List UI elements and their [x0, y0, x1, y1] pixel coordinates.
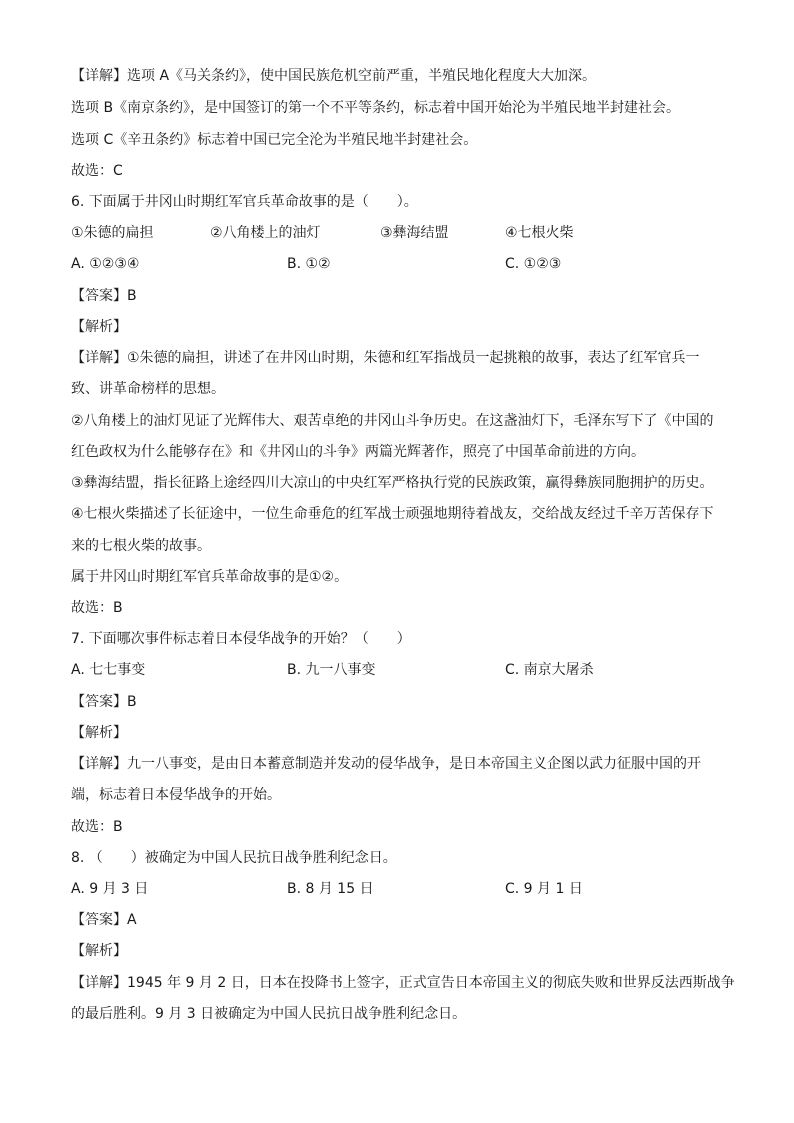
q6-option-a: A. ①②③④ — [71, 256, 140, 272]
q6-detail-4b: 来的七根火柴的故事。 — [71, 538, 211, 554]
q7-detail-b: 端，标志着日本侵华战争的开始。 — [71, 787, 281, 803]
q7-option-a: A. 七七事变 — [71, 662, 146, 678]
q5-detail-b: 选项 B《南京条约》，是中国签订的第一个不平等条约，标志着中国开始沦为半殖民地半封建社会。 — [71, 100, 681, 116]
q5-choice: 故选：C — [71, 163, 123, 179]
q8-option-a: A. 9 月 3 日 — [71, 881, 149, 897]
q6-item-1: ①朱德的扁担 — [71, 225, 154, 241]
q6-detail-2b: 红色政权为什么能够存在》和《井冈山的斗争》两篇光辉著作，照亮了中国革命前进的方向。 — [71, 444, 645, 460]
q8-option-b: B. 8 月 15 日 — [287, 881, 374, 897]
q7-analysis-label: 【解析】 — [71, 725, 127, 741]
q7-answer: 【答案】B — [71, 694, 137, 710]
q6-choice: 故选：B — [71, 600, 123, 616]
q7-stem: 7. 下面哪次事件标志着日本侵华战争的开始？（ ） — [71, 631, 411, 647]
q6-item-2: ②八角楼上的油灯 — [210, 225, 321, 241]
q5-detail-c: 选项 C《辛丑条约》标志着中国已完全沦为半殖民地半封建社会。 — [71, 132, 478, 148]
q6-answer: 【答案】B — [71, 288, 137, 304]
q5-detail-a: 【详解】选项 A《马关条约》，使中国民族危机空前严重，半殖民地化程度大大加深。 — [71, 68, 597, 84]
q8-detail-a: 【详解】1945 年 9 月 2 日，日本在投降书上签字，正式宣告日本帝国主义的彻底失败和世界反法西斯战争 — [71, 975, 735, 991]
q8-stem: 8. （ ）被确定为中国人民抗日战争胜利纪念日。 — [71, 850, 397, 866]
q8-answer: 【答案】A — [71, 912, 137, 928]
q8-detail-b: 的最后胜利。9 月 3 日被确定为中国人民抗日战争胜利纪念日。 — [71, 1006, 467, 1022]
q6-option-c: C. ①②③ — [505, 256, 562, 272]
q6-item-4: ④七根火柴 — [505, 225, 574, 241]
q7-choice: 故选：B — [71, 819, 123, 835]
q8-analysis-label: 【解析】 — [71, 943, 127, 959]
q6-option-b: B. ①② — [287, 256, 331, 272]
q6-analysis-label: 【解析】 — [71, 319, 127, 335]
q6-conclusion: 属于井冈山时期红军官兵革命故事的是①②。 — [71, 569, 349, 585]
q6-detail-4a: ④七根火柴描述了长征途中，一位生命垂危的红军战士顽强地期待着战友，交给战友经过千辛万苦保存下 — [71, 506, 714, 522]
q7-option-c: C. 南京大屠杀 — [505, 662, 594, 678]
q6-stem: 6. 下面属于井冈山时期红军官兵革命故事的是（ ）。 — [71, 194, 418, 210]
q7-option-b: B. 九一八事变 — [287, 662, 376, 678]
q7-detail-a: 【详解】九一八事变，是由日本蓄意制造并发动的侵华战争，是日本帝国主义企图以武力征服中国的开 — [71, 756, 701, 772]
q6-detail-2a: ②八角楼上的油灯见证了光辉伟大、艰苦卓绝的井冈山斗争历史。在这盏油灯下，毛泽东写下了《中国的 — [71, 413, 714, 429]
q6-detail-3: ③彝海结盟，指长征路上途经四川大凉山的中央红军严格执行党的民族政策，赢得彝族同胞拥护的历史。 — [71, 475, 714, 491]
q6-detail-1b: 致、讲革命榜样的思想。 — [71, 381, 225, 397]
q6-item-3: ③彝海结盟 — [380, 225, 449, 241]
q6-detail-1a: 【详解】①朱德的扁担，讲述了在井冈山时期，朱德和红军指战员一起挑粮的故事，表达了红军官兵一 — [71, 350, 700, 366]
q8-option-c: C. 9 月 1 日 — [505, 881, 583, 897]
